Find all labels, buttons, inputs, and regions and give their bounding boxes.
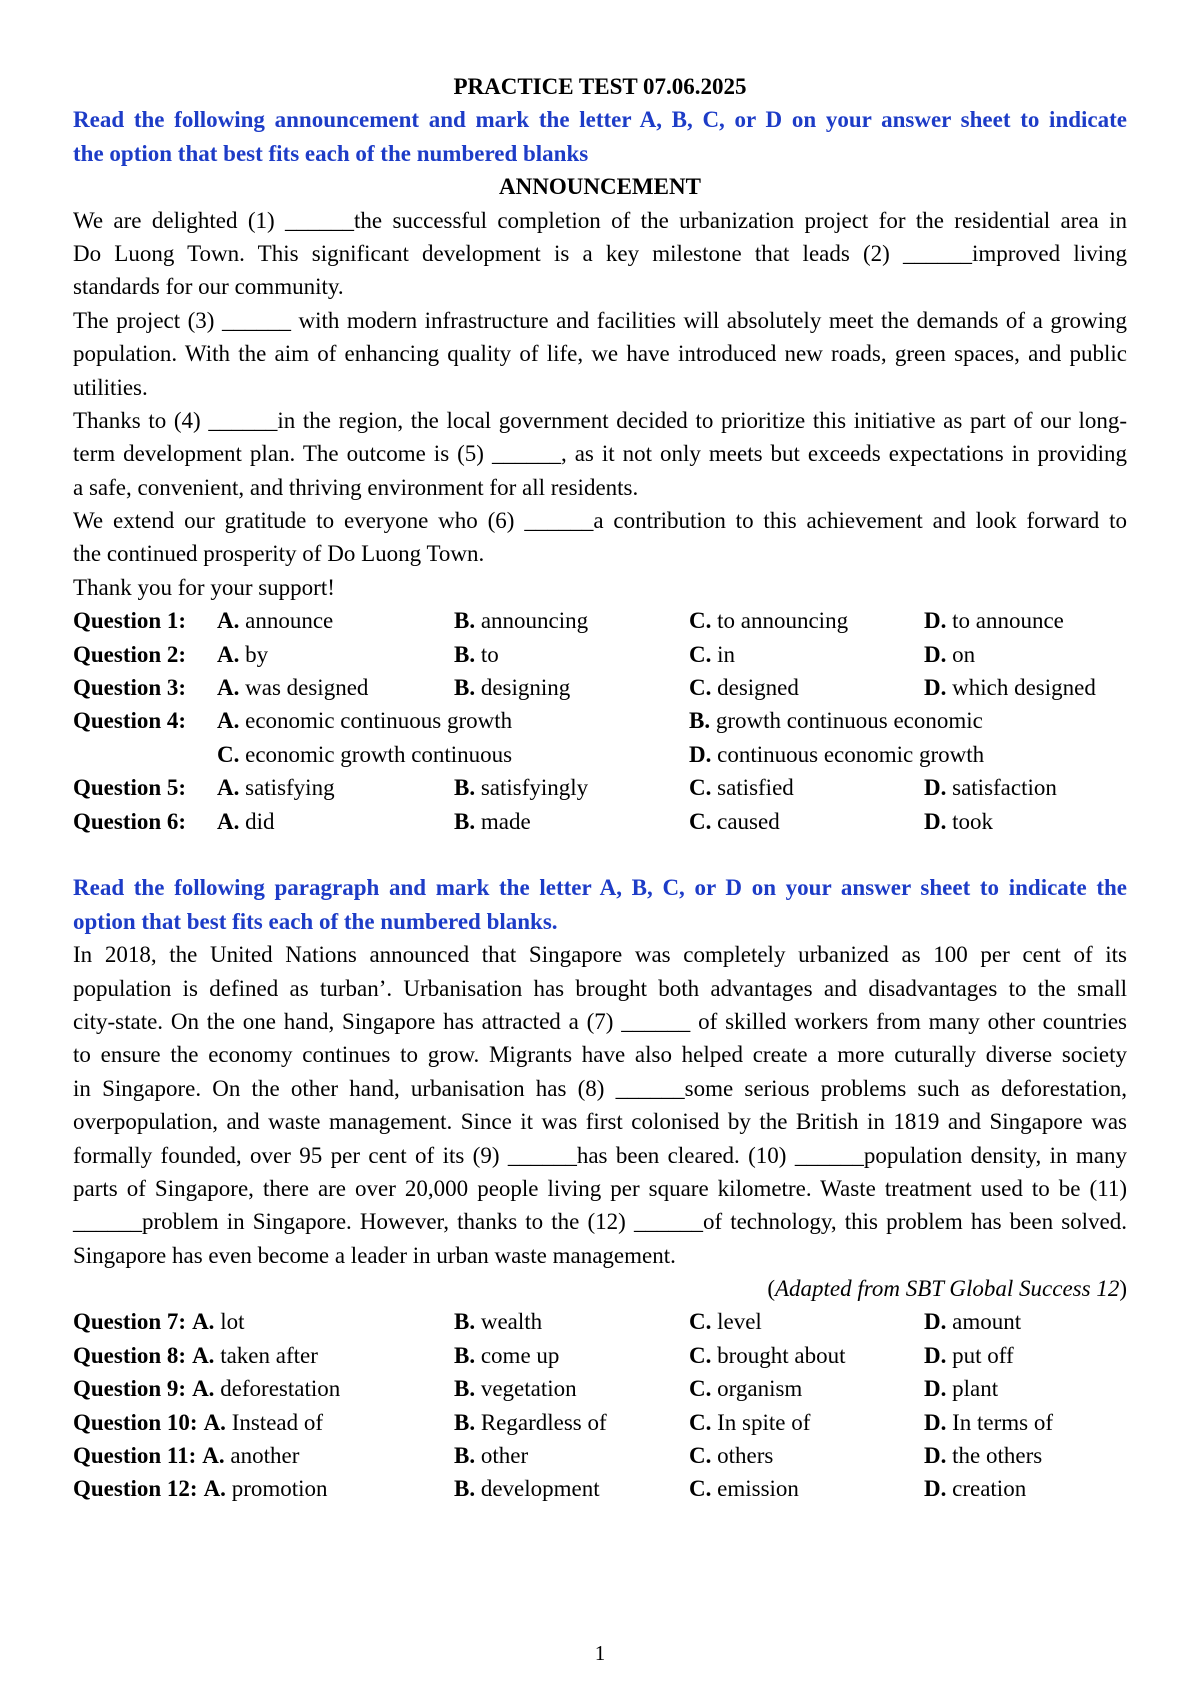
answer-option — [689, 671, 799, 704]
passage-line: Thanks to (4) ______in the region, the local government decided to prioritize this initiative as part of our long- — [73, 407, 1127, 433]
option-letter: B. — [454, 1443, 476, 1469]
option-letter: D. — [924, 1376, 947, 1402]
option-text: the others — [952, 1443, 1043, 1469]
page-number: 1 — [594, 1641, 606, 1665]
option-letter: A. — [192, 1309, 215, 1335]
option-letter: A. — [203, 1409, 226, 1435]
section-2-questions — [73, 1305, 1127, 1505]
option-text: development — [480, 1476, 600, 1502]
source-note — [73, 1272, 1127, 1305]
option-text: satisfaction — [952, 775, 1057, 801]
question-label: Question 11: — [73, 1443, 197, 1469]
option-text: which designed — [952, 675, 1096, 701]
answer-option — [689, 1372, 802, 1405]
question-label: Question 8: — [73, 1342, 187, 1368]
option-letter: A. — [192, 1376, 215, 1402]
answer-option — [454, 1305, 542, 1338]
option-text: on — [952, 641, 976, 667]
option-text: emission — [717, 1476, 799, 1502]
question-row — [73, 1472, 1127, 1505]
answer-option — [217, 604, 333, 637]
answer-option — [689, 1305, 762, 1338]
answer-option — [454, 1372, 577, 1405]
answer-option — [924, 1439, 1042, 1472]
option-text: level — [717, 1309, 762, 1335]
answer-option — [689, 638, 735, 671]
option-text: announcing — [480, 608, 589, 634]
answer-option — [689, 704, 983, 737]
answer-option — [454, 1406, 607, 1439]
answer-option — [454, 771, 588, 804]
answer-option — [204, 1476, 328, 1501]
option-text: In spite of — [717, 1409, 811, 1435]
question-label: Question 3: — [73, 675, 187, 701]
answer-option — [217, 671, 368, 704]
section-1-questions — [73, 604, 1127, 838]
passage-paragraph — [73, 571, 1127, 604]
option-letter: D. — [689, 741, 712, 767]
option-letter: B. — [454, 641, 476, 667]
answer-option — [202, 1443, 299, 1468]
option-text: brought about — [717, 1342, 846, 1368]
option-letter: A. — [217, 708, 240, 734]
answer-option — [689, 1406, 810, 1439]
option-letter: A. — [192, 1342, 215, 1368]
option-text: Regardless of — [480, 1409, 607, 1435]
answer-option — [924, 805, 993, 838]
passage-line: a safe, convenient, and thriving environment for all residents. — [73, 474, 639, 500]
option-letter: C. — [217, 741, 240, 767]
passage-line: In 2018, the United Nations announced that Singapore was completely urbanized as 100 per cent of its — [73, 942, 1127, 968]
question-row — [73, 1305, 1127, 1338]
answer-option — [924, 1406, 1053, 1439]
question-row — [73, 671, 1127, 704]
answer-option — [454, 1339, 559, 1372]
option-letter: C. — [689, 641, 712, 667]
passage-line: standards for our community. — [73, 274, 344, 300]
option-text: satisfyingly — [480, 775, 589, 801]
question-row — [73, 771, 1127, 804]
passage-line: population. With the aim of enhancing quality of life, we have introduced new roads, green spaces, and public — [73, 341, 1127, 367]
answer-option — [689, 805, 780, 838]
option-text: to — [480, 641, 499, 667]
option-text: in — [717, 641, 736, 667]
passage-line: the continued prosperity of Do Luong Town. — [73, 541, 485, 567]
option-text: designing — [480, 675, 571, 701]
source-note-text: Adapted from SBT Global Success 12 — [774, 1276, 1120, 1302]
option-letter: A. — [217, 608, 240, 634]
answer-option — [924, 604, 1064, 637]
option-letter: B. — [454, 775, 476, 801]
announcement-heading: ANNOUNCEMENT — [499, 174, 701, 200]
passage-paragraph — [73, 938, 1127, 1272]
option-letter: A. — [217, 675, 240, 701]
option-letter: D. — [924, 675, 947, 701]
option-text: took — [952, 808, 994, 834]
question-label: Question 2: — [73, 641, 187, 667]
page-content — [73, 70, 1127, 1506]
answer-option — [454, 1472, 600, 1505]
option-text: wealth — [480, 1309, 543, 1335]
option-letter: D. — [924, 1342, 947, 1368]
answer-option — [204, 1410, 323, 1435]
question-label: Question 7: — [73, 1309, 187, 1335]
option-text: deforestation — [220, 1376, 341, 1402]
passage-line: Thank you for your support! — [73, 574, 335, 600]
section-2-instruction — [73, 871, 1127, 938]
answer-option — [689, 1472, 799, 1505]
answer-option — [217, 771, 335, 804]
option-text: continuous economic growth — [717, 741, 985, 767]
answer-option — [924, 1339, 1014, 1372]
question-label: Question 10: — [73, 1409, 198, 1435]
option-text: was designed — [245, 675, 369, 701]
answer-option — [924, 671, 1096, 704]
passage-line: Do Luong Town. This significant development is a key milestone that leads (2) ______improved living — [73, 240, 1127, 266]
option-text: economic continuous growth — [245, 708, 513, 734]
announcement-passage — [73, 204, 1127, 605]
option-letter: A. — [217, 641, 240, 667]
option-letter: B. — [454, 1409, 476, 1435]
answer-option — [217, 738, 512, 771]
option-text: made — [480, 808, 531, 834]
answer-option — [217, 704, 512, 737]
option-letter: B. — [454, 1376, 476, 1402]
section-gap — [73, 838, 1127, 871]
answer-option — [689, 738, 984, 771]
option-text: announce — [245, 608, 334, 634]
answer-option — [689, 1339, 846, 1372]
answer-option — [924, 771, 1057, 804]
question-label: Question 4: — [73, 708, 187, 734]
passage-line: in Singapore. On the other hand, urbanisation has (8) ______some serious problems such as deforestation, — [73, 1075, 1127, 1101]
option-text: to announce — [952, 608, 1064, 634]
option-text: plant — [952, 1376, 999, 1402]
passage-line: to ensure the economy continues to grow. Migrants have also helped create a more cuturally diverse society — [73, 1042, 1127, 1068]
question-row — [73, 604, 1127, 637]
option-text: economic growth continuous — [245, 741, 513, 767]
answer-option — [689, 604, 848, 637]
passage-line: The project (3) ______ with modern infrastructure and facilities will absolutely meet the demands of a growing — [73, 307, 1127, 333]
passage-paragraph — [73, 504, 1127, 571]
passage-paragraph — [73, 404, 1127, 504]
instruction-line: option that best fits each of the numbered blanks. — [73, 908, 558, 934]
answer-option — [192, 1376, 340, 1401]
question-row — [73, 738, 1127, 771]
option-letter: A. — [202, 1443, 225, 1469]
option-letter: B. — [454, 808, 476, 834]
option-letter: D. — [924, 775, 947, 801]
option-letter: B. — [454, 1476, 476, 1502]
answer-option — [454, 805, 531, 838]
question-row — [73, 805, 1127, 838]
passage-line: formally founded, over 95 per cent of its (9) ______has been cleared. (10) ______population density, in many — [73, 1142, 1127, 1168]
option-letter: A. — [203, 1476, 226, 1502]
question-row — [73, 1439, 1127, 1472]
passage-paragraph — [73, 204, 1127, 304]
answer-option — [454, 671, 570, 704]
option-text: put off — [952, 1342, 1014, 1368]
instruction-line: the option that best fits each of the numbered blanks — [73, 140, 589, 166]
option-text: by — [245, 641, 269, 667]
option-letter: D. — [924, 641, 947, 667]
question-row — [73, 1372, 1127, 1405]
passage-line: We extend our gratitude to everyone who (6) ______a contribution to this achievement and look forward to — [73, 508, 1127, 534]
option-text: taken after — [220, 1342, 318, 1368]
answer-option — [454, 1439, 528, 1472]
option-text: satisfying — [245, 775, 335, 801]
page-title: PRACTICE TEST 07.06.2025 — [453, 74, 747, 99]
option-letter: A. — [217, 775, 240, 801]
instruction-line: Read the following paragraph and mark the letter A, B, C, or D on your answer sheet to indicate the — [73, 875, 1127, 901]
option-letter: C. — [689, 1476, 712, 1502]
passage-line: population is defined as turban’. Urbanisation has brought both advantages and disadvantages to the small — [73, 975, 1127, 1001]
passage-paragraph — [73, 304, 1127, 404]
passage-line: We are delighted (1) ______the successful completion of the urbanization project for the residential area in — [73, 207, 1127, 233]
option-text: growth continuous economic — [715, 708, 983, 734]
option-letter: D. — [924, 808, 947, 834]
passage-line: ______problem in Singapore. However, thanks to the (12) ______of technology, this problem has been solved. — [73, 1209, 1127, 1235]
instruction-line: Read the following announcement and mark the letter A, B, C, or D on your answer sheet to indicate — [73, 107, 1127, 133]
option-text: creation — [952, 1476, 1027, 1502]
answer-option — [192, 1343, 318, 1368]
option-letter: C. — [689, 808, 712, 834]
option-text: organism — [717, 1376, 803, 1402]
source-note-open: ( — [767, 1276, 775, 1302]
answer-option — [192, 1309, 244, 1334]
passage-line: Singapore has even become a leader in urban waste management. — [73, 1242, 676, 1268]
question-row — [73, 1339, 1127, 1372]
option-letter: D. — [924, 608, 947, 634]
option-letter: B. — [454, 675, 476, 701]
option-text: others — [717, 1443, 774, 1469]
option-letter: B. — [454, 608, 476, 634]
answer-option — [689, 771, 794, 804]
option-letter: D. — [924, 1443, 947, 1469]
option-letter: C. — [689, 1443, 712, 1469]
option-text: other — [480, 1443, 529, 1469]
option-text: In terms of — [952, 1409, 1054, 1435]
question-label: Question 12: — [73, 1476, 198, 1502]
option-letter: C. — [689, 608, 712, 634]
option-text: amount — [952, 1309, 1022, 1335]
option-text: designed — [717, 675, 799, 701]
option-letter: D. — [924, 1476, 947, 1502]
answer-option — [924, 1305, 1021, 1338]
answer-option — [217, 805, 275, 838]
option-letter: D. — [924, 1409, 947, 1435]
option-letter: C. — [689, 1309, 712, 1335]
answer-option — [454, 604, 588, 637]
option-letter: D. — [924, 1309, 947, 1335]
question-label: Question 1: — [73, 608, 187, 634]
passage-line: city-state. On the one hand, Singapore has attracted a (7) ______ of skilled workers from many other countries — [73, 1008, 1127, 1034]
answer-option — [217, 638, 268, 671]
option-text: vegetation — [480, 1376, 577, 1402]
answer-option — [924, 1372, 998, 1405]
passage-line: overpopulation, and waste management. Since it was first colonised by the British in 1819 and Singapore was — [73, 1109, 1127, 1135]
option-letter: B. — [454, 1342, 476, 1368]
option-text: come up — [480, 1342, 560, 1368]
option-text: to announcing — [717, 608, 849, 634]
option-text: caused — [717, 808, 780, 834]
option-letter: C. — [689, 1376, 712, 1402]
option-letter: C. — [689, 1409, 712, 1435]
option-text: did — [245, 808, 275, 834]
reading-passage — [73, 938, 1127, 1272]
answer-option — [924, 638, 975, 671]
option-letter: C. — [689, 675, 712, 701]
passage-line: term development plan. The outcome is (5) ______, as it not only meets but exceeds expectations in providing — [73, 441, 1127, 467]
option-letter: B. — [689, 708, 711, 734]
option-text: satisfied — [717, 775, 794, 801]
answer-option — [924, 1472, 1026, 1505]
answer-option — [454, 638, 499, 671]
question-row — [73, 1406, 1127, 1439]
option-letter: A. — [217, 808, 240, 834]
option-letter: C. — [689, 1342, 712, 1368]
question-row — [73, 704, 1127, 737]
option-text: promotion — [231, 1476, 328, 1502]
passage-line: parts of Singapore, there are over 20,000 people living per square kilometre. Waste treatment used to be (11) — [73, 1175, 1127, 1201]
question-label: Question 6: — [73, 808, 187, 834]
option-letter: C. — [689, 775, 712, 801]
passage-line: utilities. — [73, 374, 148, 400]
option-text: another — [230, 1443, 300, 1469]
question-label: Question 5: — [73, 775, 187, 801]
source-note-close: ) — [1119, 1276, 1127, 1302]
section-1-instruction — [73, 103, 1127, 170]
answer-option — [689, 1439, 773, 1472]
question-label: Question 9: — [73, 1376, 187, 1402]
option-text: lot — [220, 1309, 245, 1335]
question-row — [73, 638, 1127, 671]
option-letter: B. — [454, 1309, 476, 1335]
option-text: Instead of — [231, 1409, 324, 1435]
